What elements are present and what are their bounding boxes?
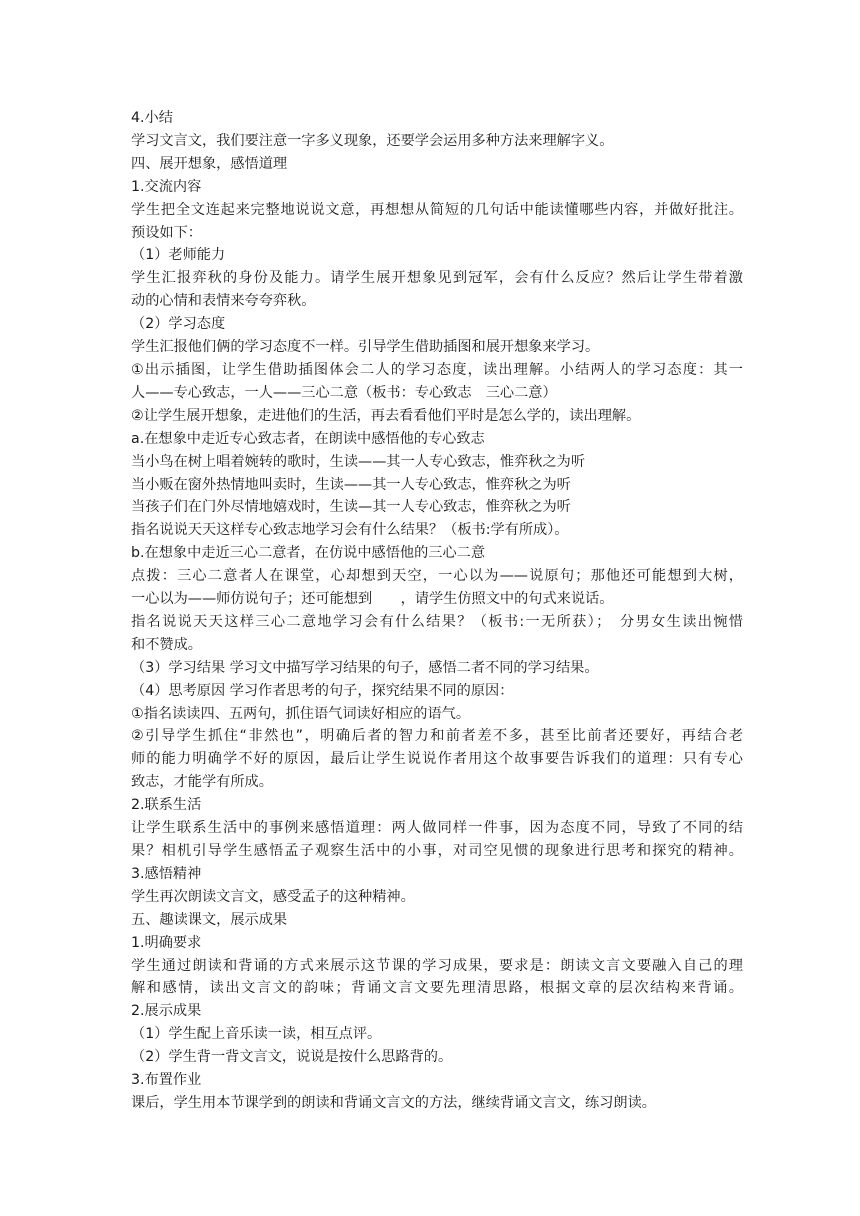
text-line: ①出示插图，让学生借助插图体会二人的学习态度，读出理解。小结两人的学习态度：其一: [131, 361, 743, 378]
text-line: 1.明确要求: [131, 934, 202, 951]
text-line: 学生把全文连起来完整地说说文意，再想想从简短的几句话中能读懂哪些内容，并做好批注。: [131, 201, 743, 218]
text-line: 学生通过朗读和背诵的方式来展示这节课的学习成果，要求是：朗读文言文要融入自己的理: [131, 957, 743, 974]
text-line: （4）思考原因 学习作者思考的句子，探究结果不同的原因：: [131, 682, 514, 699]
document-page: [131, 107, 743, 1115]
text-line: a.在想象中走近专心致志者，在朗读中感悟他的专心致志: [131, 430, 485, 447]
text-line: 3.感悟精神: [131, 865, 202, 882]
text-line: 学生汇报他们俩的学习态度不一样。引导学生借助插图和展开想象来学习。: [131, 339, 600, 356]
text-line: 一心以为——师仿说句子；还可能想到 ，请学生仿照文中的句式来说话。: [131, 591, 614, 608]
text-line: （2）学习态度: [131, 316, 226, 333]
text-line: ②让学生展开想象，走进他们的生活，再去看看他们平时是怎么学的，读出理解。: [131, 407, 641, 424]
text-line: （1）学生配上音乐读一读，相互点评。: [131, 1026, 382, 1043]
text-line: 课后，学生用本节课学到的朗读和背诵文言文的方法，继续背诵文言文，练习朗读。: [131, 1094, 656, 1111]
text-line: 点拨：三心二意者人在课堂，心却想到天空，一心以为——说原句；那他还可能想到大树，: [131, 568, 743, 585]
text-line: 果？相机引导学生感悟孟子观察生活中的小事，对司空见惯的现象进行思考和探究的精神。: [131, 843, 743, 859]
text-line: 学生汇报弈秋的身份及能力。请学生展开想象见到冠军，会有什么反应？然后让学生带着激: [131, 270, 743, 287]
text-line: 动的心情和表情来夸夸弈秋。: [131, 293, 316, 310]
text-line: 当孩子们在门外尽情地嬉戏时，生读—其一人专心致志，惟弈秋之为听: [131, 499, 571, 516]
text-line: 当小贩在窗外热情地叫卖时，生读——其一人专心致志，惟弈秋之为听: [131, 476, 571, 493]
text-line: 人——专心致志，一人——三心二意（板书：专心致志 三心二意）: [131, 384, 557, 401]
text-line: 1.交流内容: [131, 178, 202, 195]
text-line: 3.布置作业: [131, 1072, 202, 1089]
text-line: 致志，才能学有所成。: [131, 774, 273, 791]
text-line: 预设如下：: [131, 224, 202, 241]
text-line: （3）学习结果 学习文中描写学习结果的句子，感悟二者不同的学习结果。: [131, 659, 599, 676]
text-line: 4.小结: [131, 110, 173, 126]
text-line: ②引导学生抓住“非然也”，明确后者的智力和前者差不多，甚至比前者还要好，再结合老: [131, 728, 743, 745]
text-line: 学习文言文，我们要注意一字多义现象，还要学会运用多种方法来理解字义。: [131, 132, 614, 149]
text-line: 指名说说天天这样三心二意地学习会有什么结果？（板书:一无所获）； 分男女生读出惋惜: [131, 613, 743, 630]
text-line: 师的能力明确学不好的原因，最后让学生说说作者用这个故事要告诉我们的道理：只有专心: [131, 751, 743, 768]
text-line: 解和感情，读出文言文的韵味；背诵文言文要先理清思路，根据文章的层次结构来背诵。: [131, 980, 743, 997]
text-line: ①指名读读四、五两句，抓住语气词读好相应的语气。: [131, 705, 471, 722]
text-line: b.在想象中走近三心二意者，在仿说中感悟他的三心二意: [131, 545, 486, 562]
text-line: 学生再次朗读文言文，感受孟子的这种精神。: [131, 888, 415, 905]
text-line: 指名说说天天这样专心致志地学习会有什么结果？（板书:学有所成）。: [131, 522, 569, 539]
text-line: （1）老师能力: [131, 247, 226, 264]
text-line: 2.联系生活: [131, 797, 202, 814]
text-line: 四、展开想象，感悟道理: [131, 155, 288, 172]
text-line: 和不赞成。: [131, 636, 202, 653]
text-line: 让学生联系生活中的事例来感悟道理：两人做同样一件事，因为态度不同，导致了不同的结: [131, 820, 743, 837]
text-line: 当小鸟在树上唱着婉转的歌时，生读——其一人专心致志，惟弈秋之为听: [131, 453, 586, 470]
text-line: （2）学生背一背文言文，说说是按什么思路背的。: [131, 1049, 453, 1066]
text-line: 2.展示成果: [131, 1003, 202, 1020]
text-line: 五、趣读课文，展示成果: [131, 911, 288, 928]
